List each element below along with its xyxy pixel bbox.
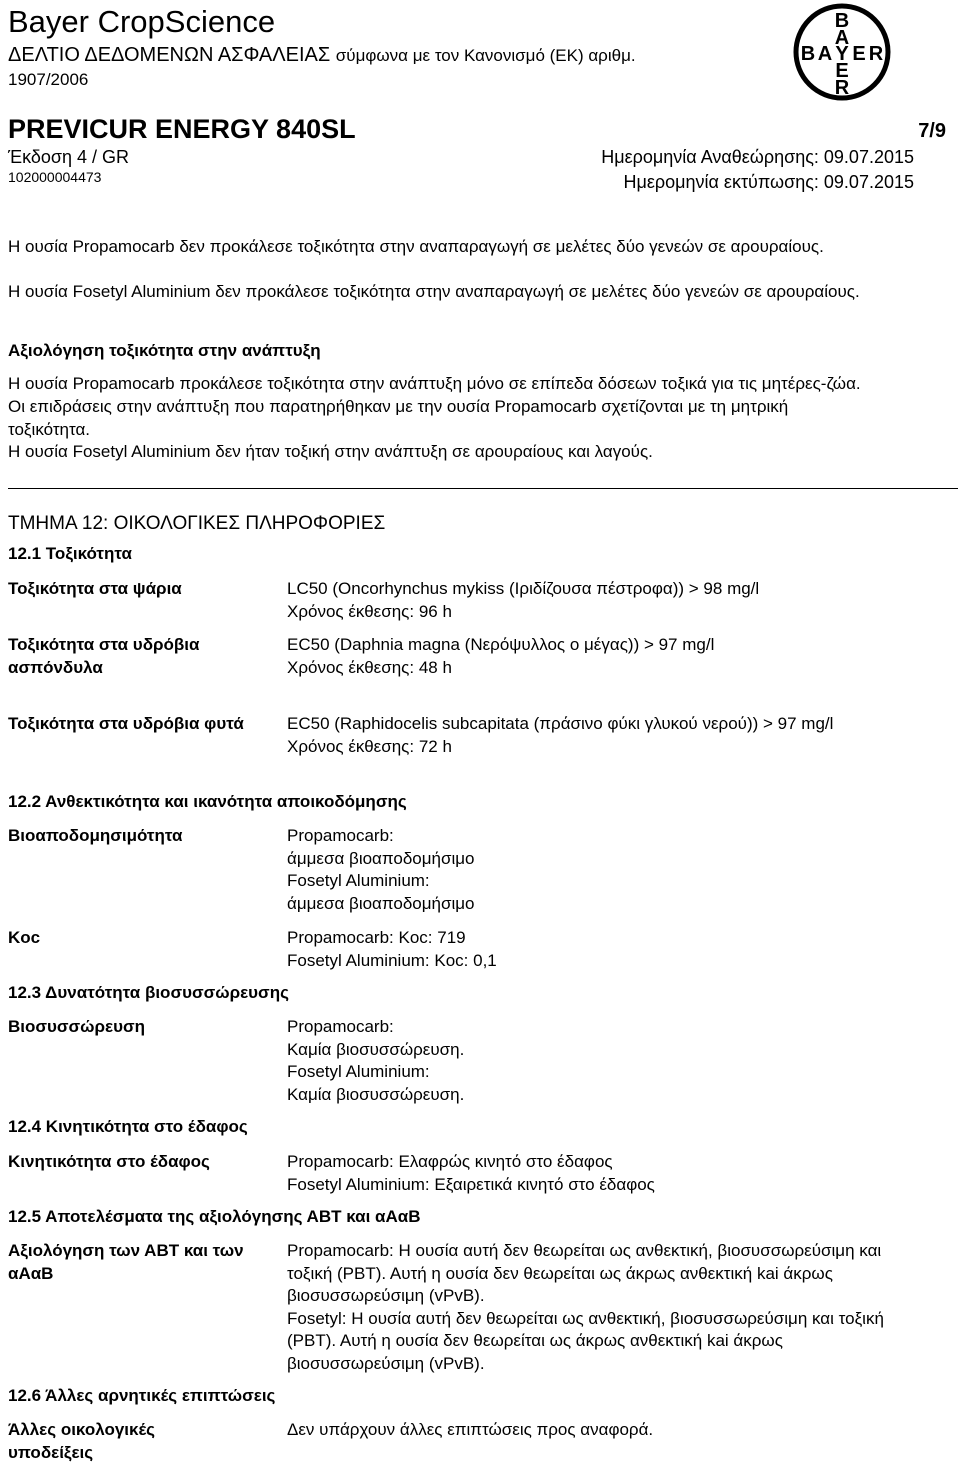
document-type-rest: σύμφωνα με τον Κανονισμό (ΕΚ) αριθμ. — [335, 46, 636, 65]
subsection-12-6: 12.6 Άλλες αρνητικές επιπτώσεις — [8, 1386, 276, 1405]
revision-date: Ημερομηνία Αναθεώρησης: 09.07.2015 — [601, 147, 914, 167]
fish-toxicity-value — [287, 578, 912, 623]
soil-mobility-value — [287, 1151, 912, 1196]
pbt-fosetyl: Fosetyl: Η ουσία αυτή δεν θεωρείται ως ανθεκτική, βιοσυσσωρεύσιμη και τοξική (PBT). Αυτή η ουσία δεν θεωρείται ως άκρως ανθεκτική kai άκρως βιοσυσσωρεύσιμη (vPvB). — [287, 1308, 884, 1373]
fish-lc50: LC50 (Oncorhynchus mykiss (Ιριδίζουσα πέστροφα)) > 98 mg/l — [287, 579, 760, 598]
document-code: 102000004473 — [8, 169, 102, 185]
koc-fosetyl: Fosetyl Aluminium: Koc: 0,1 — [287, 950, 497, 970]
bayer-logo — [792, 2, 892, 102]
subsection-12-2: 12.2 Ανθεκτικότητα και ικανότητα αποικοδόμησης — [8, 792, 407, 811]
subsection-12-3: 12.3 Δυνατότητα βιοσυσσώρευσης — [8, 983, 289, 1002]
logo-letter: R — [834, 77, 850, 99]
company-name: Bayer CropScience — [8, 4, 276, 39]
mobility-propamocarb: Propamocarb: Ελαφρώς κινητό στο έδαφος — [287, 1152, 613, 1171]
bio-propamocarb: Propamocarb: — [287, 826, 394, 845]
document-type-main: ΔΕΛΤΙΟ ΔΕΔΟΜΕΝΩΝ ΑΣΦΑΛΕΙΑΣ — [8, 44, 331, 66]
logo-letter: B — [800, 43, 816, 65]
subsection-12-5: 12.5 Αποτελέσματα της αξιολόγησης ΑΒΤ και αΑαΒ — [8, 1207, 421, 1226]
bioaccumulation-value — [287, 1016, 912, 1106]
pbt-assessment-value — [287, 1240, 897, 1375]
bio-propamocarb-result: άμμεσα βιοαποδομήσιμο — [287, 848, 475, 868]
print-date: Ημερομηνία εκτύπωσης: 09.07.2015 — [623, 172, 914, 192]
fish-toxicity-label: Τοξικότητα στα ψάρια — [8, 579, 182, 598]
pbt-propamocarb: Propamocarb: Η ουσία αυτή δεν θεωρείται ως ανθεκτική, βιοσυσσωρεύσιμη και τοξική (PBT). Αυτή η ουσία δεν θεωρείται ως άκρως ανθεκτική kai άκρως βιοσυσσωρεύσιμη (vPvB). — [287, 1241, 882, 1305]
koc-propamocarb: Propamocarb: Koc: 719 — [287, 928, 466, 947]
other-ecological-value: Δεν υπάρχουν άλλες επιπτώσεις προς αναφορά. — [287, 1420, 654, 1439]
subsection-12-1: 12.1 Τοξικότητα — [8, 544, 132, 563]
bio-fosetyl-result: άμμεσα βιοαποδομήσιμο — [287, 893, 475, 913]
plant-exposure: Χρόνος έκθεσης: 72 h — [287, 736, 452, 756]
plant-ec50: EC50 (Raphidocelis subcapitata (πράσινο φύκι γλυκού νερού)) > 97 mg/l — [287, 714, 834, 733]
logo-letter: B — [834, 10, 850, 32]
reproduction-fosetyl: Η ουσία Fosetyl Aluminium δεν προκάλεσε τοξικότητα στην αναπαραγωγή σε μελέτες δύο γενεών σε αρουραίους. — [8, 282, 860, 301]
invertebrate-ec50: EC50 (Daphnia magna (Νερόψυλλος ο μέγας)) > 97 mg/l — [287, 635, 715, 654]
plant-toxicity-label: Τοξικότητα στα υδρόβια φυτά — [8, 714, 244, 733]
development-maternal: Οι επιδράσεις στην ανάπτυξη που παρατηρήθηκαν με την ουσία Propamocarb σχετίζονται με τη μητρική τοξικότητα. — [8, 397, 789, 439]
biodegradability-value — [287, 825, 912, 915]
logo-letter: A — [834, 27, 850, 49]
accum-propamocarb-result: Καμία βιοσυσσώρευση. — [287, 1039, 465, 1059]
document-type — [8, 42, 636, 69]
mobility-fosetyl: Fosetyl Aluminium: Εξαιρετικά κινητό στο έδαφος — [287, 1174, 655, 1194]
page-number: 7/9 — [918, 120, 946, 142]
koc-value — [287, 927, 912, 972]
logo-letter: Y — [835, 43, 849, 65]
accum-fosetyl-result: Καμία βιοσυσσώρευση. — [287, 1084, 465, 1104]
logo-letter: E — [852, 43, 866, 65]
invertebrate-exposure: Χρόνος έκθεσης: 48 h — [287, 657, 452, 677]
accum-propamocarb: Propamocarb: — [287, 1017, 394, 1036]
logo-letter: A — [817, 43, 833, 65]
soil-mobility-label: Κινητικότητα στο έδαφος — [8, 1152, 210, 1171]
section-divider — [8, 488, 958, 489]
bioaccumulation-label: Βιοσυσσώρευση — [8, 1017, 146, 1036]
logo-letter: R — [868, 43, 884, 65]
plant-toxicity-value — [287, 713, 897, 758]
invertebrate-toxicity-label: Τοξικότητα στα υδρόβια ασπόνδυλα — [8, 635, 200, 677]
regulation-number: 1907/2006 — [8, 70, 89, 89]
logo-letter: E — [835, 60, 849, 82]
koc-label: Koc — [8, 928, 41, 947]
fish-exposure: Χρόνος έκθεσης: 96 h — [287, 601, 452, 621]
invertebrate-toxicity-value — [287, 634, 912, 679]
accum-fosetyl: Fosetyl Aluminium: — [287, 1062, 430, 1081]
edition: Έκδοση 4 / GR — [8, 147, 130, 167]
development-fosetyl: Η ουσία Fosetyl Aluminium δεν ήταν τοξική στην ανάπτυξη σε αρουραίους και λαγούς. — [8, 442, 653, 461]
other-ecological-label: Άλλες οικολογικές υποδείξεις — [8, 1420, 156, 1462]
development-heading: Αξιολόγηση τοξικότητα στην ανάπτυξη — [8, 341, 321, 360]
product-name: PREVICUR ENERGY 840SL — [8, 114, 356, 144]
pbt-assessment-label: Αξιολόγηση των ΑΒΤ και των αΑαΒ — [8, 1241, 244, 1283]
subsection-12-4: 12.4 Κινητικότητα στο έδαφος — [8, 1117, 248, 1136]
bio-fosetyl: Fosetyl Aluminium: — [287, 871, 430, 890]
reproduction-propamocarb: Η ουσία Propamocarb δεν προκάλεσε τοξικότητα στην αναπαραγωγή σε μελέτες δύο γενεών σε αρουραίους. — [8, 237, 824, 256]
development-propamocarb: Η ουσία Propamocarb προκάλεσε τοξικότητα στην ανάπτυξη μόνο σε επίπεδα δόσεων τοξικά για τις μητέρες-ζώα. — [8, 374, 861, 393]
biodegradability-label: Βιοαποδομησιμότητα — [8, 826, 183, 845]
section-12-title: ΤΜΗΜΑ 12: ΟΙΚΟΛΟΓΙΚΕΣ ΠΛΗΡΟΦΟΡΙΕΣ — [8, 513, 386, 534]
